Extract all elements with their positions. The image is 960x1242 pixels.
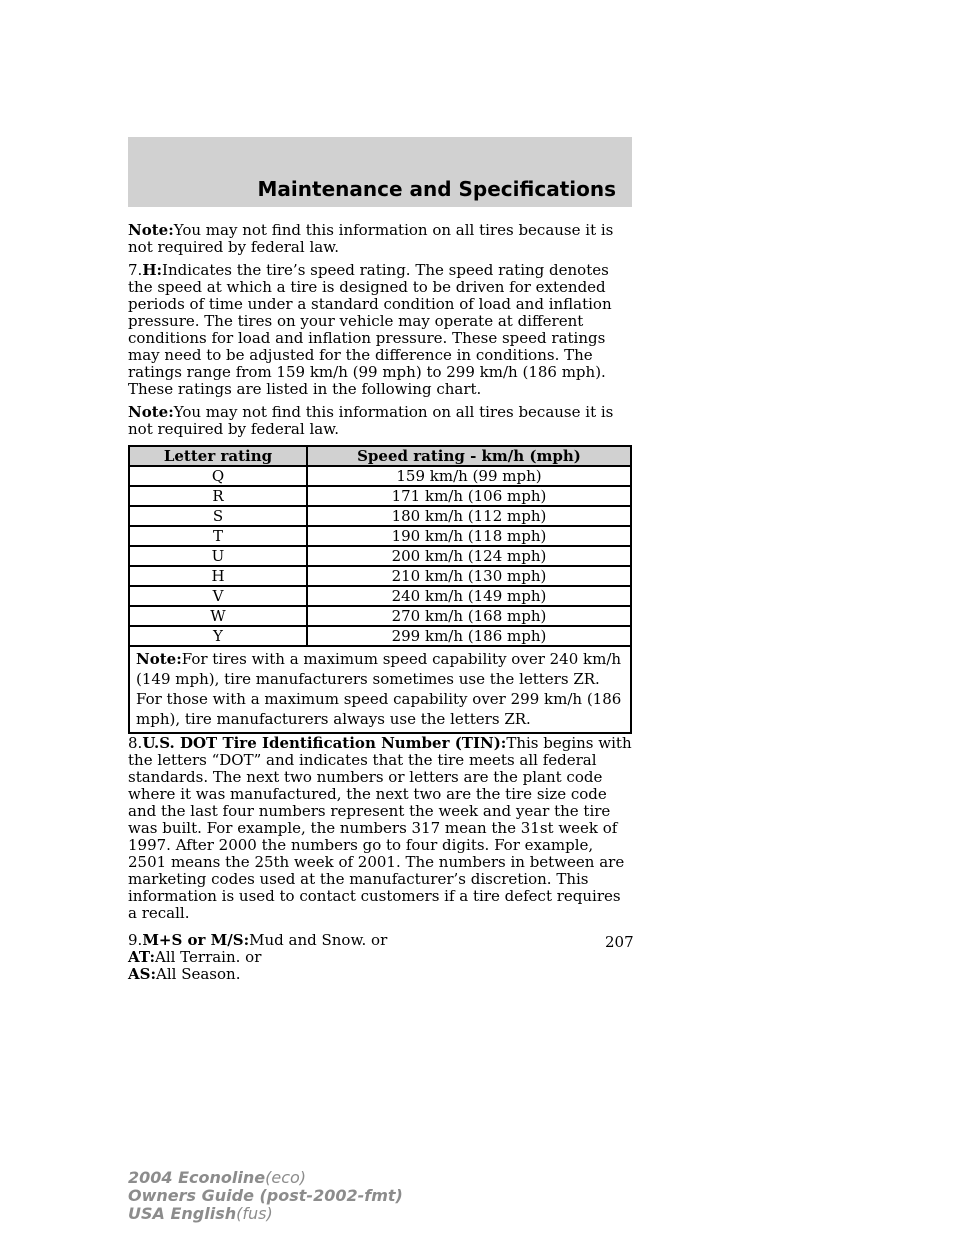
column-header-speed-rating: Speed rating - km/h (mph): [307, 446, 631, 466]
note-text: For tires with a maximum speed capability over 240 km/h (149 mph), tire manufacturers sometimes use the letters ZR. For those with a maximum speed capability over 299 km/h (186 mph), tire manufacturers always use the letters ZR.: [136, 650, 622, 728]
item-9-block: [128, 932, 632, 983]
table-row: [129, 606, 631, 626]
footer-language-code: (fus): [236, 1204, 273, 1223]
speed-cell: 190 km/h (118 mph): [307, 526, 631, 546]
letter-cell: U: [129, 546, 307, 566]
item-number: 7.: [128, 261, 143, 279]
table-row: [129, 566, 631, 586]
table-row: [129, 506, 631, 526]
section-title: Maintenance and Specifications: [257, 177, 616, 201]
speed-cell: 180 km/h (112 mph): [307, 506, 631, 526]
table-row: [129, 526, 631, 546]
letter-cell: T: [129, 526, 307, 546]
letter-cell: R: [129, 486, 307, 506]
letter-cell: V: [129, 586, 307, 606]
page-number: 207: [605, 933, 634, 951]
speed-cell: 299 km/h (186 mph): [307, 626, 631, 646]
footer-line-language: [128, 1205, 403, 1223]
speed-cell: 171 km/h (106 mph): [307, 486, 631, 506]
document-footer: [128, 1169, 403, 1223]
note-paragraph: [128, 404, 632, 438]
speed-cell: 200 km/h (124 mph): [307, 546, 631, 566]
item-text: Mud and Snow. or: [249, 931, 388, 949]
table-header-row: [129, 446, 631, 466]
speed-cell: 240 km/h (149 mph): [307, 586, 631, 606]
note-label: Note:: [128, 221, 174, 239]
letter-cell: W: [129, 606, 307, 626]
note-label: Note:: [128, 403, 174, 421]
column-header-letter-rating: Letter rating: [129, 446, 307, 466]
note-paragraph: [128, 222, 632, 256]
item-8-paragraph: [128, 735, 632, 922]
footer-guide: Owners Guide (post-2002-fmt): [128, 1186, 403, 1205]
item-label: AS:: [128, 965, 157, 983]
table-row: [129, 546, 631, 566]
speed-cell: 210 km/h (130 mph): [307, 566, 631, 586]
note-text: You may not find this information on all tires because it is not required by federal law.: [128, 403, 614, 438]
table-row: [129, 486, 631, 506]
table-row: [129, 626, 631, 646]
table-row: [129, 586, 631, 606]
section-header-band: [128, 137, 632, 207]
note-text: You may not find this information on all tires because it is not required by federal law.: [128, 221, 614, 256]
speed-cell: 270 km/h (168 mph): [307, 606, 631, 626]
item-text: All Terrain. or: [154, 948, 262, 966]
table-note-cell: [129, 646, 631, 733]
item-text: All Season.: [156, 965, 241, 983]
item-9-line-ms: [128, 932, 632, 949]
item-label: M+S or M/S:: [142, 931, 250, 949]
item-number: 8.: [128, 734, 143, 752]
footer-model-code: (eco): [265, 1168, 307, 1187]
footer-line-model: [128, 1169, 403, 1187]
letter-cell: S: [129, 506, 307, 526]
item-label: U.S. DOT Tire Identification Number (TIN):: [142, 734, 507, 752]
table-row: [129, 466, 631, 486]
item-number: 9.: [128, 931, 143, 949]
speed-cell: 159 km/h (99 mph): [307, 466, 631, 486]
letter-cell: Y: [129, 626, 307, 646]
speed-rating-table: [128, 445, 632, 734]
item-text: Indicates the tire’s speed rating. The speed rating denotes the speed at which a tire is designed to be driven for extended periods of time under a standard condition of load and inflation pressure. The tires on your vehicle may operate at different conditions for load and inflation pressure. These speed ratings may need to be adjusted for the difference in conditions. The ratings range from 159 km/h (99 mph) to 299 km/h (186 mph). These ratings are listed in the following chart.: [128, 261, 612, 398]
letter-cell: Q: [129, 466, 307, 486]
letter-cell: H: [129, 566, 307, 586]
item-7-paragraph: [128, 262, 632, 398]
footer-language: USA English: [128, 1204, 237, 1223]
table-note-row: [129, 646, 631, 733]
item-label: H:: [142, 261, 163, 279]
item-label: AT:: [128, 948, 155, 966]
note-label: Note:: [136, 650, 182, 668]
item-text: This begins with the letters “DOT” and indicates that the tire meets all federal standards. The next two numbers or letters are the plant code where it was manufactured, the next two are the tire size code and the last four numbers represent the week and year the tire was built. For example, the numbers 317 mean the 31st week of 1997. After 2000 the numbers go to four digits. For example, 2501 means the 25th week of 2001. The numbers in between are marketing codes used at the manufacturer’s discretion. This information is used to contact customers if a tire defect requires a recall.: [128, 734, 632, 922]
footer-model: 2004 Econoline: [128, 1168, 266, 1187]
page-content: [128, 222, 632, 983]
item-9-line-at: [128, 949, 632, 966]
item-9-line-as: [128, 966, 632, 983]
